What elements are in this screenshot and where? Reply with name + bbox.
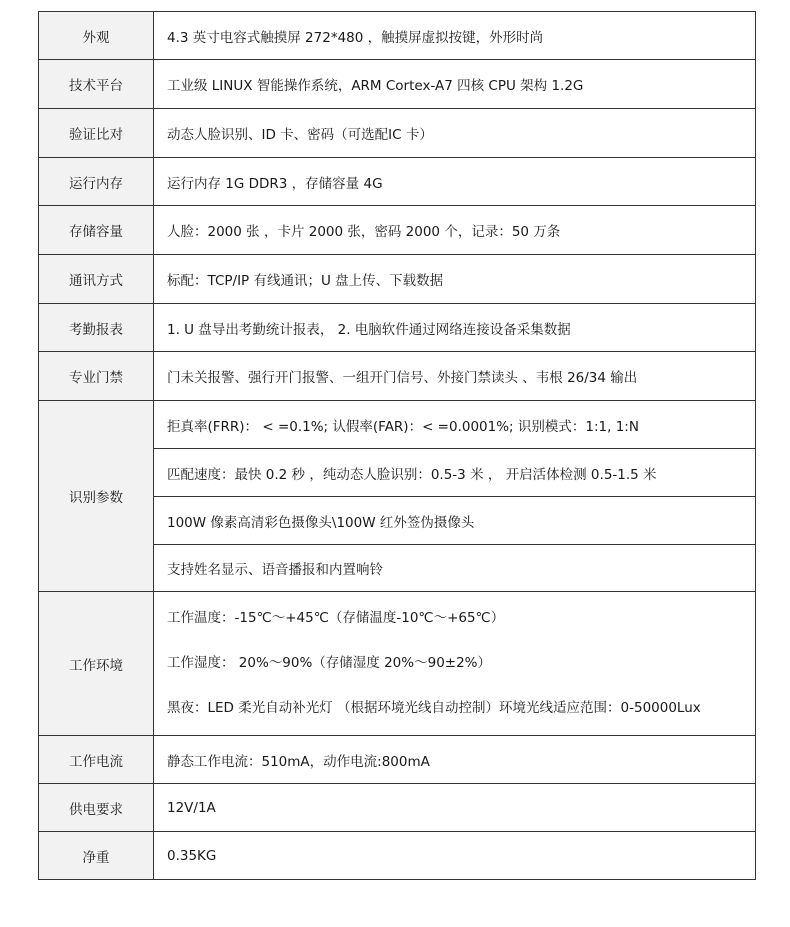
spec-value: 0.35KG: [154, 832, 756, 880]
spec-row: [39, 12, 756, 60]
spec-row: [39, 784, 756, 832]
spec-row: [39, 206, 756, 255]
spec-table: [38, 11, 756, 880]
spec-value: 12V/1A: [154, 784, 756, 832]
spec-value: 4.3 英寸电容式触摸屏 272*480 ，触摸屏虚拟按键，外形时尚: [154, 12, 756, 60]
environment-line: 工作湿度： 20%～90%（存储湿度 20%～90±2%）: [167, 655, 492, 671]
recognition-item: 匹配速度：最快 0.2 秒 ，纯动态人脸识别：0.5-3 米 ， 开启活体检测 0.5-1.5 米: [154, 449, 756, 497]
spec-label: 验证比对: [39, 109, 154, 158]
spec-label: 供电要求: [39, 784, 154, 832]
spec-value: 工业级 LINUX 智能操作系统，ARM Cortex-A7 四核 CPU 架构 1.2G: [154, 60, 756, 109]
spec-row: [39, 592, 756, 736]
recognition-row: [39, 401, 756, 449]
spec-row: [39, 60, 756, 109]
spec-row: [39, 255, 756, 304]
recognition-item: 支持姓名显示、语音播报和内置响铃: [154, 545, 756, 592]
environment-line: 黑夜：LED 柔光自动补光灯 （根据环境光线自动控制）环境光线适应范围：0-50000Lux: [167, 700, 701, 716]
spec-label: 外观: [39, 12, 154, 60]
spec-row: [39, 304, 756, 352]
spec-value: 运行内存 1G DDR3 ，存储容量 4G: [154, 158, 756, 206]
spec-value: 静态工作电流：510mA，动作电流:800mA: [154, 736, 756, 784]
spec-label: 存储容量: [39, 206, 154, 255]
spec-row: [39, 736, 756, 784]
recognition-item: 拒真率(FRR)： < =0.1%; 认假率(FAR)：< =0.0001%; 识别模式：1:1, 1:N: [154, 401, 756, 449]
spec-value: 动态人脸识别、ID 卡、密码（可选配IC 卡）: [154, 109, 756, 158]
spec-value: 人脸：2000 张 ，卡片 2000 张，密码 2000 个，记录：50 万条: [154, 206, 756, 255]
spec-label: 识别参数: [39, 401, 154, 592]
spec-row: [39, 109, 756, 158]
spec-value: 标配：TCP/IP 有线通讯；U 盘上传、下载数据: [154, 255, 756, 304]
spec-value: 1. U 盘导出考勤统计报表， 2. 电脑软件通过网络连接设备采集数据: [154, 304, 756, 352]
spec-label: 考勤报表: [39, 304, 154, 352]
spec-label: 净重: [39, 832, 154, 880]
environment-line: 工作温度：-15℃～+45℃（存储温度-10℃～+65℃）: [167, 610, 505, 626]
spec-label: 工作环境: [39, 592, 154, 736]
spec-label: 工作电流: [39, 736, 154, 784]
spec-label: 技术平台: [39, 60, 154, 109]
spec-label: 通讯方式: [39, 255, 154, 304]
spec-label: 专业门禁: [39, 352, 154, 401]
spec-value: 门未关报警、强行开门报警、一组开门信号、外接门禁读头 、韦根 26/34 输出: [154, 352, 756, 401]
environment-cell: [154, 592, 756, 736]
spec-row: [39, 158, 756, 206]
spec-row: [39, 832, 756, 880]
recognition-item: 100W 像素高清彩色摄像头\100W 红外签伪摄像头: [154, 497, 756, 545]
spec-row: [39, 352, 756, 401]
spec-label: 运行内存: [39, 158, 154, 206]
